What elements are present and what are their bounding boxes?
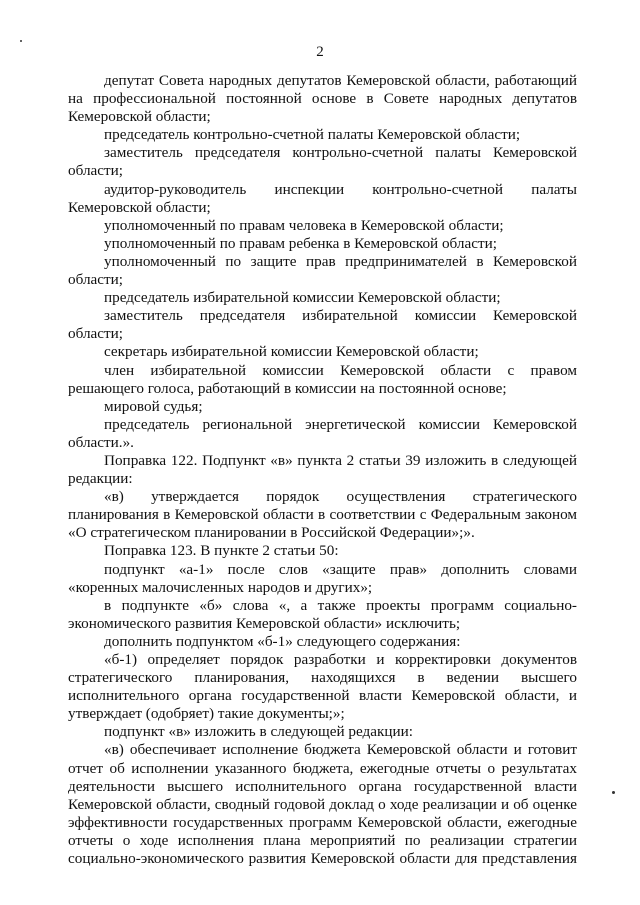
paragraph: «б-1) определяет порядок разработки и корректировки документов стратегического планирования, находящихся в ведении высшего исполнительного органа государственной власти Кемеровской области, и утверждает (одобряет) такие документы;»; xyxy=(68,651,577,723)
paragraph: подпункт «а-1» после слов «защите прав» дополнить словами «коренных малочисленных народов и других»; xyxy=(68,560,577,596)
paragraph: уполномоченный по правам человека в Кемеровской области; xyxy=(104,216,504,234)
paragraph: председатель контрольно-счетной палаты Кемеровской области; xyxy=(104,126,521,144)
paragraph: уполномоченный по защите прав предпринимателей в Кемеровской области; xyxy=(68,252,577,289)
paragraph: член избирательной комиссии Кемеровской области с правом решающего голоса, работающий в комиссии на постоянной основе; xyxy=(68,361,577,397)
page-number: 2 xyxy=(316,44,324,60)
paragraph: мировой судья; xyxy=(104,397,203,415)
paragraph: депутат Совета народных депутатов Кемеровской области, работающий на профессиональной постоянной основе в Совете народных депутатов Кемеровской области; xyxy=(68,72,577,126)
paragraph: председатель избирательной комиссии Кемеровской области; xyxy=(104,289,501,307)
margin-dot xyxy=(20,40,22,42)
paragraph: заместитель председателя избирательной комиссии Кемеровской области; xyxy=(68,307,577,343)
paragraph: уполномоченный по правам ребенка в Кемеровской области; xyxy=(104,234,497,252)
paragraph: заместитель председателя контрольно-счетной палаты Кемеровской области; xyxy=(68,144,577,180)
paragraph: «в) обеспечивает исполнение бюджета Кемеровской области и готовит отчет об исполнении указанного бюджета, ежегодные отчеты о результатах деятельности высшего исполнительного органа государственной власти Кемеровской области, сводный годовой доклад о ходе реализации и об оценке эффективности государственных программ Кемеровской области, ежегодные отчеты о ходе исполнения плана мероприятий по реализации стратегии социально-экономического развития Кемеровской области для представления xyxy=(68,741,577,868)
paragraph: Поправка 123. В пункте 2 статьи 50: xyxy=(104,542,339,560)
paragraph: Поправка 122. Подпункт «в» пункта 2 статьи 39 изложить в следующей редакции: xyxy=(68,451,577,488)
paragraph: секретарь избирательной комиссии Кемеровской области; xyxy=(104,343,479,361)
paragraph: подпункт «в» изложить в следующей редакции: xyxy=(104,723,413,741)
paragraph: дополнить подпунктом «б-1» следующего содержания: xyxy=(104,632,461,650)
paragraph: «в) утверждается порядок осуществления стратегического планирования в Кемеровской области в соответствии с Федеральным законом «О стратегическом планировании в Российской Федерации»;». xyxy=(68,488,577,542)
paragraph: в подпункте «б» слова «, а также проекты программ социально-экономического развития Кемеровской области» исключить; xyxy=(68,596,577,632)
document-text xyxy=(68,72,577,868)
paragraph: председатель региональной энергетической комиссии Кемеровской области.». xyxy=(68,415,577,451)
paragraph: аудитор-руководитель инспекции контрольно-счетной палаты Кемеровской области; xyxy=(68,180,577,216)
margin-dot xyxy=(612,791,615,794)
